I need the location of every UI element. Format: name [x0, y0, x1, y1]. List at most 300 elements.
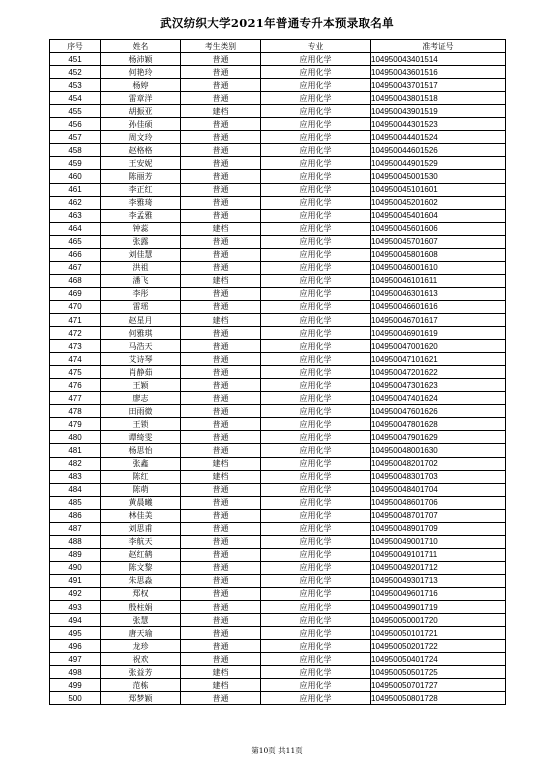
cell-name: 唐天瑜 — [101, 627, 181, 640]
cell-name: 李孟雅 — [101, 209, 181, 222]
cell-name: 龙珍 — [101, 640, 181, 653]
cell-category: 普通 — [181, 431, 261, 444]
table-row — [50, 640, 506, 653]
cell-category: 建档 — [181, 105, 261, 118]
header-major: 专业 — [261, 40, 371, 53]
cell-name: 肖静茹 — [101, 366, 181, 379]
table-row — [50, 509, 506, 522]
cell-name: 朱思淼 — [101, 574, 181, 587]
cell-ticket: 104950047301623 — [371, 379, 506, 392]
table-row — [50, 431, 506, 444]
cell-seq: 484 — [50, 483, 101, 496]
cell-name: 陈萌 — [101, 483, 181, 496]
cell-major: 应用化学 — [261, 209, 371, 222]
table-row — [50, 79, 506, 92]
cell-name: 马浩天 — [101, 340, 181, 353]
cell-major: 应用化学 — [261, 666, 371, 679]
cell-seq: 490 — [50, 561, 101, 574]
cell-major: 应用化学 — [261, 287, 371, 300]
cell-major: 应用化学 — [261, 431, 371, 444]
cell-name: 黄晨曦 — [101, 496, 181, 509]
cell-ticket: 104950044301523 — [371, 118, 506, 131]
table-row — [50, 574, 506, 587]
cell-ticket: 104950048401704 — [371, 483, 506, 496]
cell-ticket: 104950047101621 — [371, 353, 506, 366]
cell-seq: 475 — [50, 366, 101, 379]
cell-ticket: 104950047901629 — [371, 431, 506, 444]
cell-name: 赵格格 — [101, 144, 181, 157]
cell-seq: 456 — [50, 118, 101, 131]
cell-name: 李正红 — [101, 183, 181, 196]
cell-name: 赵红鹤 — [101, 548, 181, 561]
cell-ticket: 104950049301713 — [371, 574, 506, 587]
cell-ticket: 104950050201722 — [371, 640, 506, 653]
cell-name: 李航天 — [101, 535, 181, 548]
cell-seq: 460 — [50, 170, 101, 183]
cell-ticket: 104950043701517 — [371, 79, 506, 92]
cell-major: 应用化学 — [261, 183, 371, 196]
cell-category: 普通 — [181, 653, 261, 666]
table-row — [50, 535, 506, 548]
cell-seq: 473 — [50, 340, 101, 353]
cell-ticket: 104950047801628 — [371, 418, 506, 431]
cell-seq: 495 — [50, 627, 101, 640]
cell-name: 陈丽芳 — [101, 170, 181, 183]
table-body — [50, 53, 506, 705]
cell-name: 刘佳慧 — [101, 248, 181, 261]
table-row — [50, 405, 506, 418]
cell-category: 普通 — [181, 548, 261, 561]
cell-category: 普通 — [181, 261, 261, 274]
cell-category: 普通 — [181, 405, 261, 418]
table-row — [50, 483, 506, 496]
cell-name: 杨婷 — [101, 79, 181, 92]
cell-major: 应用化学 — [261, 353, 371, 366]
cell-major: 应用化学 — [261, 509, 371, 522]
cell-major: 应用化学 — [261, 574, 371, 587]
cell-category: 普通 — [181, 392, 261, 405]
cell-major: 应用化学 — [261, 313, 371, 326]
cell-category: 建档 — [181, 679, 261, 692]
cell-category: 普通 — [181, 79, 261, 92]
cell-major: 应用化学 — [261, 614, 371, 627]
cell-ticket: 104950043401514 — [371, 53, 506, 66]
cell-category: 普通 — [181, 444, 261, 457]
header-name: 姓名 — [101, 40, 181, 53]
cell-category: 普通 — [181, 627, 261, 640]
cell-seq: 452 — [50, 66, 101, 79]
cell-seq: 483 — [50, 470, 101, 483]
cell-ticket: 104950047201622 — [371, 366, 506, 379]
page-footer: 第10页 共11页 — [251, 746, 303, 755]
cell-name: 陈文黎 — [101, 561, 181, 574]
header-seq: 序号 — [50, 40, 101, 53]
table-row — [50, 561, 506, 574]
cell-seq: 496 — [50, 640, 101, 653]
cell-ticket: 104950044901529 — [371, 157, 506, 170]
table-row — [50, 66, 506, 79]
cell-name: 何雅琪 — [101, 327, 181, 340]
cell-ticket: 104950049901719 — [371, 601, 506, 614]
cell-seq: 481 — [50, 444, 101, 457]
cell-major: 应用化学 — [261, 118, 371, 131]
cell-seq: 487 — [50, 522, 101, 535]
cell-name: 廖志 — [101, 392, 181, 405]
cell-major: 应用化学 — [261, 679, 371, 692]
cell-seq: 491 — [50, 574, 101, 587]
cell-category: 普通 — [181, 66, 261, 79]
cell-seq: 500 — [50, 692, 101, 705]
cell-name: 何艳玲 — [101, 66, 181, 79]
cell-ticket: 104950050001720 — [371, 614, 506, 627]
cell-ticket: 104950049601716 — [371, 587, 506, 600]
cell-category: 普通 — [181, 196, 261, 209]
cell-major: 应用化学 — [261, 79, 371, 92]
cell-major: 应用化学 — [261, 261, 371, 274]
cell-seq: 497 — [50, 653, 101, 666]
cell-category: 普通 — [181, 509, 261, 522]
cell-ticket: 104950048901709 — [371, 522, 506, 535]
cell-name: 李彤 — [101, 287, 181, 300]
cell-category: 普通 — [181, 53, 261, 66]
cell-name: 张益芳 — [101, 666, 181, 679]
cell-major: 应用化学 — [261, 53, 371, 66]
cell-major: 应用化学 — [261, 340, 371, 353]
cell-seq: 493 — [50, 601, 101, 614]
cell-name: 刘思甫 — [101, 522, 181, 535]
cell-name: 李雅琦 — [101, 196, 181, 209]
cell-ticket: 104950043801518 — [371, 92, 506, 105]
table-row — [50, 679, 506, 692]
cell-major: 应用化学 — [261, 327, 371, 340]
cell-ticket: 104950050701727 — [371, 679, 506, 692]
cell-name: 林佳美 — [101, 509, 181, 522]
table-row — [50, 274, 506, 287]
cell-major: 应用化学 — [261, 144, 371, 157]
cell-seq: 479 — [50, 418, 101, 431]
cell-category: 普通 — [181, 340, 261, 353]
cell-ticket: 104950045801608 — [371, 248, 506, 261]
cell-name: 艾诗琴 — [101, 353, 181, 366]
cell-seq: 455 — [50, 105, 101, 118]
table-row — [50, 496, 506, 509]
cell-major: 应用化学 — [261, 131, 371, 144]
cell-seq: 474 — [50, 353, 101, 366]
cell-ticket: 104950050801728 — [371, 692, 506, 705]
cell-category: 普通 — [181, 248, 261, 261]
admission-table — [49, 39, 506, 705]
cell-major: 应用化学 — [261, 379, 371, 392]
cell-category: 建档 — [181, 274, 261, 287]
cell-major: 应用化学 — [261, 653, 371, 666]
cell-ticket: 104950049001710 — [371, 535, 506, 548]
header-category: 考生类别 — [181, 40, 261, 53]
cell-major: 应用化学 — [261, 235, 371, 248]
table-row — [50, 170, 506, 183]
cell-seq: 485 — [50, 496, 101, 509]
cell-seq: 478 — [50, 405, 101, 418]
cell-category: 普通 — [181, 614, 261, 627]
cell-ticket: 104950048201702 — [371, 457, 506, 470]
table-row — [50, 196, 506, 209]
cell-name: 雷瑶 — [101, 300, 181, 313]
cell-ticket: 104950043601516 — [371, 66, 506, 79]
cell-major: 应用化学 — [261, 366, 371, 379]
cell-category: 普通 — [181, 353, 261, 366]
cell-category: 普通 — [181, 692, 261, 705]
cell-name: 周文玲 — [101, 131, 181, 144]
cell-seq: 458 — [50, 144, 101, 157]
cell-seq: 489 — [50, 548, 101, 561]
cell-category: 普通 — [181, 601, 261, 614]
cell-name: 张露 — [101, 235, 181, 248]
cell-major: 应用化学 — [261, 470, 371, 483]
table-row — [50, 157, 506, 170]
table-row — [50, 548, 506, 561]
table-row — [50, 92, 506, 105]
cell-name: 赵星月 — [101, 313, 181, 326]
cell-category: 普通 — [181, 587, 261, 600]
cell-ticket: 104950045401604 — [371, 209, 506, 222]
cell-seq: 463 — [50, 209, 101, 222]
cell-major: 应用化学 — [261, 248, 371, 261]
cell-major: 应用化学 — [261, 483, 371, 496]
cell-seq: 486 — [50, 509, 101, 522]
cell-ticket: 104950045001530 — [371, 170, 506, 183]
cell-seq: 461 — [50, 183, 101, 196]
cell-seq: 499 — [50, 679, 101, 692]
cell-name: 殷柱娟 — [101, 601, 181, 614]
cell-category: 普通 — [181, 287, 261, 300]
cell-category: 建档 — [181, 457, 261, 470]
cell-seq: 492 — [50, 587, 101, 600]
table-row — [50, 627, 506, 640]
cell-ticket: 104950048001630 — [371, 444, 506, 457]
cell-ticket: 104950044401524 — [371, 131, 506, 144]
cell-category: 普通 — [181, 183, 261, 196]
cell-ticket: 104950046601616 — [371, 300, 506, 313]
table-row — [50, 601, 506, 614]
cell-ticket: 104950046701617 — [371, 313, 506, 326]
table-row — [50, 366, 506, 379]
cell-ticket: 104950049201712 — [371, 561, 506, 574]
cell-major: 应用化学 — [261, 548, 371, 561]
cell-major: 应用化学 — [261, 561, 371, 574]
cell-seq: 477 — [50, 392, 101, 405]
table-row — [50, 470, 506, 483]
table-row — [50, 353, 506, 366]
cell-name: 洪祖 — [101, 261, 181, 274]
cell-major: 应用化学 — [261, 627, 371, 640]
cell-seq: 470 — [50, 300, 101, 313]
cell-ticket: 104950047401624 — [371, 392, 506, 405]
table-row — [50, 105, 506, 118]
table-row — [50, 183, 506, 196]
table-row — [50, 222, 506, 235]
cell-seq: 494 — [50, 614, 101, 627]
cell-category: 普通 — [181, 92, 261, 105]
table-row — [50, 300, 506, 313]
table-row — [50, 235, 506, 248]
cell-category: 建档 — [181, 222, 261, 235]
cell-major: 应用化学 — [261, 92, 371, 105]
cell-category: 普通 — [181, 131, 261, 144]
cell-seq: 476 — [50, 379, 101, 392]
cell-seq: 482 — [50, 457, 101, 470]
table-row — [50, 457, 506, 470]
cell-major: 应用化学 — [261, 692, 371, 705]
table-header-row — [50, 40, 506, 53]
document-title: 武汉纺织大学2021年普通专升本预录取名单 — [160, 16, 394, 30]
cell-name: 杨沛颖 — [101, 53, 181, 66]
cell-category: 建档 — [181, 470, 261, 483]
cell-major: 应用化学 — [261, 105, 371, 118]
cell-category: 普通 — [181, 574, 261, 587]
cell-name: 陈红 — [101, 470, 181, 483]
table-row — [50, 379, 506, 392]
table-row — [50, 118, 506, 131]
cell-category: 普通 — [181, 118, 261, 131]
cell-ticket: 104950046001610 — [371, 261, 506, 274]
table-row — [50, 209, 506, 222]
cell-major: 应用化学 — [261, 66, 371, 79]
cell-seq: 454 — [50, 92, 101, 105]
table-row — [50, 287, 506, 300]
cell-ticket: 104950048701707 — [371, 509, 506, 522]
cell-seq: 472 — [50, 327, 101, 340]
cell-major: 应用化学 — [261, 170, 371, 183]
cell-name: 潘飞 — [101, 274, 181, 287]
cell-seq: 464 — [50, 222, 101, 235]
cell-ticket: 104950050101721 — [371, 627, 506, 640]
cell-name: 范栋 — [101, 679, 181, 692]
table-row — [50, 653, 506, 666]
table-row — [50, 53, 506, 66]
cell-ticket: 104950047601626 — [371, 405, 506, 418]
cell-major: 应用化学 — [261, 601, 371, 614]
table-row — [50, 418, 506, 431]
table-row — [50, 392, 506, 405]
table-row — [50, 692, 506, 705]
cell-ticket: 104950046301613 — [371, 287, 506, 300]
cell-name: 田雨微 — [101, 405, 181, 418]
cell-category: 普通 — [181, 366, 261, 379]
cell-name: 雷章洋 — [101, 92, 181, 105]
cell-ticket: 104950050501725 — [371, 666, 506, 679]
cell-category: 普通 — [181, 157, 261, 170]
cell-category: 普通 — [181, 418, 261, 431]
cell-major: 应用化学 — [261, 418, 371, 431]
table-row — [50, 666, 506, 679]
cell-ticket: 104950045701607 — [371, 235, 506, 248]
cell-name: 郑梦颖 — [101, 692, 181, 705]
cell-category: 普通 — [181, 300, 261, 313]
cell-seq: 498 — [50, 666, 101, 679]
cell-category: 建档 — [181, 313, 261, 326]
table-row — [50, 340, 506, 353]
cell-category: 普通 — [181, 640, 261, 653]
cell-major: 应用化学 — [261, 640, 371, 653]
cell-ticket: 104950045101601 — [371, 183, 506, 196]
cell-ticket: 104950045601606 — [371, 222, 506, 235]
table-row — [50, 248, 506, 261]
cell-major: 应用化学 — [261, 496, 371, 509]
cell-seq: 451 — [50, 53, 101, 66]
table-row — [50, 444, 506, 457]
cell-category: 普通 — [181, 379, 261, 392]
cell-seq: 488 — [50, 535, 101, 548]
cell-ticket: 104950048601706 — [371, 496, 506, 509]
cell-category: 普通 — [181, 483, 261, 496]
cell-major: 应用化学 — [261, 196, 371, 209]
cell-ticket: 104950048301703 — [371, 470, 506, 483]
cell-name: 祝欢 — [101, 653, 181, 666]
cell-name: 张鑫 — [101, 457, 181, 470]
cell-name: 王颖 — [101, 379, 181, 392]
cell-major: 应用化学 — [261, 300, 371, 313]
table-row — [50, 522, 506, 535]
cell-major: 应用化学 — [261, 405, 371, 418]
cell-seq: 469 — [50, 287, 101, 300]
cell-major: 应用化学 — [261, 457, 371, 470]
cell-category: 普通 — [181, 170, 261, 183]
cell-category: 普通 — [181, 235, 261, 248]
cell-seq: 467 — [50, 261, 101, 274]
cell-category: 普通 — [181, 561, 261, 574]
cell-major: 应用化学 — [261, 392, 371, 405]
table-row — [50, 131, 506, 144]
cell-major: 应用化学 — [261, 587, 371, 600]
cell-ticket: 104950050401724 — [371, 653, 506, 666]
cell-name: 钟蕊 — [101, 222, 181, 235]
cell-name: 谭绮雯 — [101, 431, 181, 444]
table-row — [50, 261, 506, 274]
header-ticket: 准考证号 — [371, 40, 506, 53]
cell-major: 应用化学 — [261, 157, 371, 170]
cell-ticket: 104950046101611 — [371, 274, 506, 287]
cell-major: 应用化学 — [261, 444, 371, 457]
cell-major: 应用化学 — [261, 222, 371, 235]
cell-category: 普通 — [181, 144, 261, 157]
cell-category: 普通 — [181, 327, 261, 340]
cell-name: 王锁 — [101, 418, 181, 431]
cell-name: 郑权 — [101, 587, 181, 600]
cell-ticket: 104950043901519 — [371, 105, 506, 118]
cell-category: 普通 — [181, 522, 261, 535]
table-row — [50, 144, 506, 157]
cell-seq: 453 — [50, 79, 101, 92]
cell-category: 普通 — [181, 209, 261, 222]
cell-name: 王安妮 — [101, 157, 181, 170]
cell-name: 杨思怡 — [101, 444, 181, 457]
cell-major: 应用化学 — [261, 522, 371, 535]
cell-seq: 471 — [50, 313, 101, 326]
cell-category: 普通 — [181, 535, 261, 548]
cell-ticket: 104950046901619 — [371, 327, 506, 340]
cell-name: 孙佳硕 — [101, 118, 181, 131]
cell-seq: 465 — [50, 235, 101, 248]
cell-seq: 466 — [50, 248, 101, 261]
cell-seq: 480 — [50, 431, 101, 444]
cell-name: 张慧 — [101, 614, 181, 627]
cell-ticket: 104950049101711 — [371, 548, 506, 561]
cell-ticket: 104950044601526 — [371, 144, 506, 157]
cell-seq: 459 — [50, 157, 101, 170]
cell-ticket: 104950047001620 — [371, 340, 506, 353]
cell-major: 应用化学 — [261, 535, 371, 548]
table-row — [50, 587, 506, 600]
cell-major: 应用化学 — [261, 274, 371, 287]
